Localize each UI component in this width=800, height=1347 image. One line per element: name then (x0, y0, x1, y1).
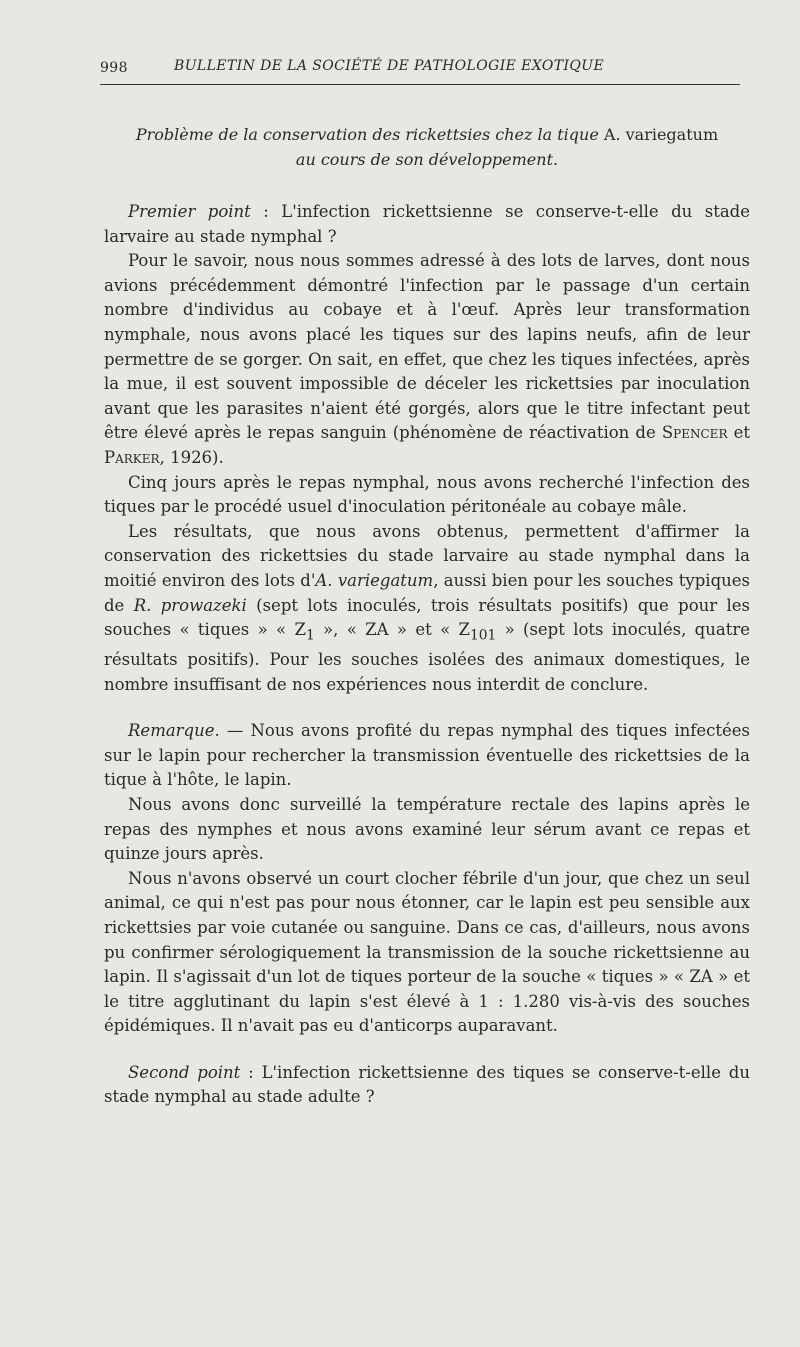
subscript-101: 101 (469, 627, 497, 644)
premier-point-label: Premier point (128, 202, 251, 221)
section-title-line2: au cours de son développement. (295, 150, 559, 169)
paragraph-observe: Nous n'avons observé un court clocher fébrile d'un jour, que chez un seul animal, ce qui n'est pas pour nous étonner, car le lapin est peu sensible aux rickettsies par voie cutanée ou sanguine. Dans ce cas, d'ailleurs, nous avons pu confirmer sérologiquement la transmission de la souche rickettsienne au lapin. Il s'agissait d'un lot de tiques porteur de la souche « tiques » « ZA » et le titre agglutinant du lapin s'est élevé à 1 : 1.280 vis-à-vis des souches épidémiques. Il n'avait pas eu d'anticorps auparavant. (104, 868, 750, 1036)
header-rule (100, 84, 740, 85)
author-spencer: Spencer (661, 423, 728, 443)
paragraph-resultats (104, 520, 750, 697)
article-body (104, 122, 750, 1110)
page-number: 998 (100, 60, 128, 76)
second-point-text: : L'infection rickettsienne des tiques se conserve-t-elle du stade nymphal au stade adulte ? (104, 1062, 750, 1107)
paragraph-pour-le-savoir (104, 249, 750, 470)
paragraph-4-part-a: Les résultats, que nous avons obtenus, permettent d'affirmer la conservation des rickettsies du stade larvaire au stade nymphal dans la moitié environ des lots d' (104, 521, 750, 590)
species-name: A. variegatum (315, 570, 434, 590)
paragraph-second-point (104, 1061, 750, 1110)
paragraph-2-text: Pour le savoir, nous nous sommes adressé à des lots de larves, dont nous avions précédemment démontré l'infection par le passage d'un certain nombre d'individus au cobaye et à l'œuf. Après leur transformation nymphale, nous avons placé les tiques sur des lapins neufs, afin de leur permettre de se gorger. On sait, en effet, que chez les tiques infectées, après la mue, il est souvent impossible de déceler les rickettsies par inoculation avant que les parasites n'aient été gorgés, alors que le titre infectant peut être élevé après le repas sanguin (phénomène de réactivation de (104, 251, 750, 443)
paragraph-4-part-d: », « ZA » et « Z (314, 620, 470, 640)
remarque-text: — Nous avons profité du repas nymphal des tiques infectées sur le lapin pour rechercher la transmission éventuelle des rickettsies de la tique à l'hôte, le lapin. (104, 721, 750, 790)
paragraph-4-part-b: , aussi bien pour les souches typiques de (104, 570, 751, 615)
section-title (104, 122, 750, 172)
section-title-line1: Problème de la conservation des rickettsies chez la tique (135, 125, 599, 144)
premier-point-text: : L'infection rickettsienne se conserve-t-elle du stade larvaire au stade nymphal ? (104, 202, 750, 246)
paragraph-cinq-jours: Cinq jours après le repas nymphal, nous avons recherché l'infection des tiques par le procédé usuel d'inoculation péritonéale au cobaye mâle. (104, 472, 750, 517)
citation-year: , 1926). (159, 447, 224, 467)
paragraph-surveille: Nous avons donc surveillé la température rectale des lapins après le repas des nymphes et nous avons examiné leur sérum avant ce repas et quinze jours après. (104, 794, 750, 864)
species-name-rprowazeki: R. prowazeki (133, 595, 247, 615)
author-parker: Parker (104, 447, 160, 467)
paragraph-4-part-c: (sept lots inoculés, trois résultats positifs) que pour les souches « tiques » « Z (104, 595, 750, 640)
subscript-1: 1 (305, 627, 315, 644)
paragraph-2-and: et (727, 423, 750, 443)
paragraph-4-part-e: » (sept lots inoculés, quatre résultats positifs). Pour les souches isolées des animaux domestiques, le nombre insuffisant de nos expériences nous interdit de conclure. (104, 620, 750, 694)
journal-title: BULLETIN DE LA SOCIÉTÉ DE PATHOLOGIE EXOTIQUE (174, 58, 605, 74)
paragraph-remarque (104, 719, 750, 793)
second-point-label: Second point (128, 1062, 241, 1082)
section-title-species: A. variegatum (603, 125, 719, 144)
remarque-label: Remarque. (128, 721, 220, 741)
paragraph-premier-point (104, 200, 750, 249)
